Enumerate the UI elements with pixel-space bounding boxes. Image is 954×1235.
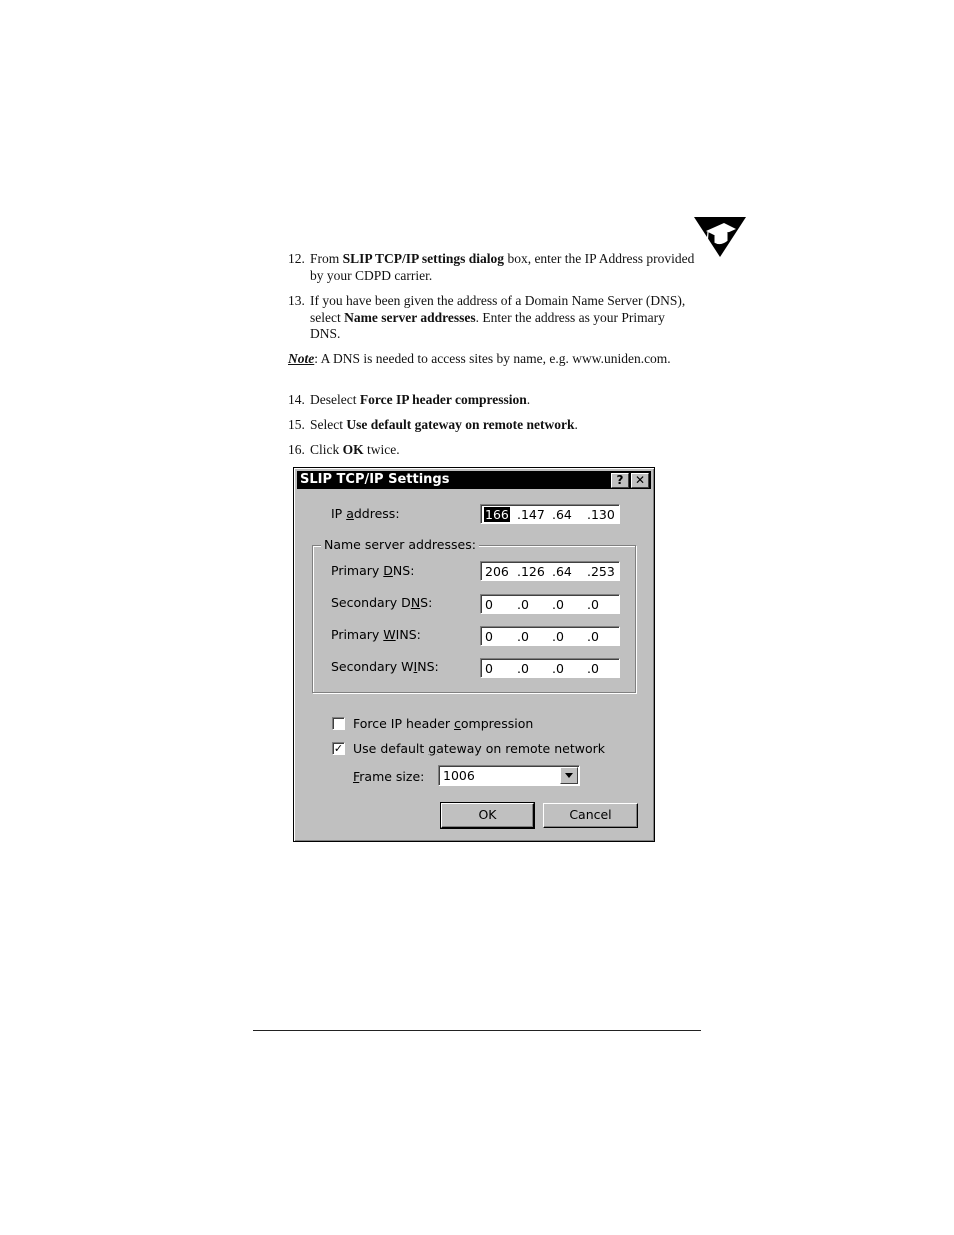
ip-octet-3[interactable]: .64	[552, 507, 572, 522]
ip-octet-2[interactable]: .147	[517, 507, 545, 522]
primary-wins-label: Primary WINS:	[331, 627, 421, 642]
step-13: 13. If you have been given the address of a Domain Name Server (DNS), select Name server addresses. Enter the address as your Primary DNS.	[288, 293, 686, 341]
ip-octet-1[interactable]: 166	[485, 507, 509, 522]
secondary-wins-label: Secondary WINS:	[331, 659, 439, 674]
dialog-title: SLIP TCP/IP Settings	[300, 472, 450, 487]
bold-term: SLIP TCP/IP settings dialog	[342, 251, 505, 266]
primary-wins-field[interactable]	[480, 626, 620, 646]
dns-octet-1[interactable]: 206	[485, 564, 509, 579]
step-16: 16. Click OK twice.	[288, 442, 400, 457]
dialog-titlebar[interactable]	[297, 471, 651, 489]
wins-octet-3[interactable]: .0	[552, 661, 564, 676]
step-14: 14. Deselect Force IP header compression.	[288, 392, 531, 407]
wins-octet-2[interactable]: .0	[517, 661, 529, 676]
dns-octet-1[interactable]: 0	[485, 597, 493, 612]
force-ip-compression-checkbox[interactable]	[332, 717, 345, 730]
wins-octet-4[interactable]: .0	[587, 661, 599, 676]
dns-octet-4[interactable]: .253	[587, 564, 615, 579]
frame-size-value: 1006	[443, 768, 475, 783]
help-button[interactable]: ?	[611, 473, 629, 488]
slip-tcpip-settings-dialog	[293, 467, 655, 842]
close-button[interactable]: ✕	[631, 473, 649, 488]
ip-address-field[interactable]	[480, 504, 620, 524]
frame-size-dropdown[interactable]	[438, 765, 580, 786]
secondary-dns-field[interactable]	[480, 594, 620, 614]
dns-octet-2[interactable]: .126	[517, 564, 545, 579]
step-12: 12. From SLIP TCP/IP settings dialog box, enter the IP Address provided by your CDPD carrier.	[288, 251, 695, 283]
ok-button[interactable]: OK	[441, 803, 534, 828]
dns-octet-4[interactable]: .0	[587, 597, 599, 612]
step-number: 16.	[288, 442, 305, 457]
footer-rule	[253, 1030, 701, 1031]
primary-dns-field[interactable]	[480, 561, 620, 581]
use-default-gateway-label[interactable]: Use default gateway on remote network	[353, 741, 605, 756]
ip-address-label: IP address:	[331, 506, 400, 521]
step-15: 15. Select Use default gateway on remote network.	[288, 417, 578, 432]
bold-term: Force IP header compression	[359, 392, 527, 407]
note-label: Note	[288, 351, 315, 366]
wins-octet-4[interactable]: .0	[587, 629, 599, 644]
ip-octet-4[interactable]: .130	[587, 507, 615, 522]
use-default-gateway-checkbox[interactable]: ✓	[333, 742, 344, 755]
wins-octet-1[interactable]: 0	[485, 661, 493, 676]
primary-dns-label: Primary DNS:	[331, 563, 415, 578]
force-ip-compression-label[interactable]: Force IP header compression	[353, 716, 534, 731]
step-number: 12.	[288, 251, 305, 266]
bold-term: Name server addresses	[344, 309, 476, 325]
cancel-button[interactable]: Cancel	[543, 803, 638, 828]
step-number: 13.	[288, 293, 305, 308]
name-server-group-label: Name server addresses:	[321, 537, 479, 552]
bold-term: Use default gateway on remote network	[346, 417, 575, 432]
secondary-wins-field[interactable]	[480, 658, 620, 678]
graduation-cap-tip-icon	[694, 215, 746, 257]
secondary-dns-label: Secondary DNS:	[331, 595, 433, 610]
dns-octet-3[interactable]: .0	[552, 597, 564, 612]
note: Note: A DNS is needed to access sites by name, e.g. www.uniden.com.	[288, 351, 671, 366]
wins-octet-3[interactable]: .0	[552, 629, 564, 644]
wins-octet-2[interactable]: .0	[517, 629, 529, 644]
frame-size-label: Frame size:	[353, 769, 425, 784]
dns-octet-2[interactable]: .0	[517, 597, 529, 612]
step-number: 15.	[288, 417, 305, 432]
dropdown-arrow-button[interactable]	[560, 767, 578, 784]
bold-term: OK	[342, 442, 364, 457]
step-number: 14.	[288, 392, 305, 407]
dns-octet-3[interactable]: .64	[552, 564, 572, 579]
chevron-down-icon	[565, 773, 573, 778]
wins-octet-1[interactable]: 0	[485, 629, 493, 644]
